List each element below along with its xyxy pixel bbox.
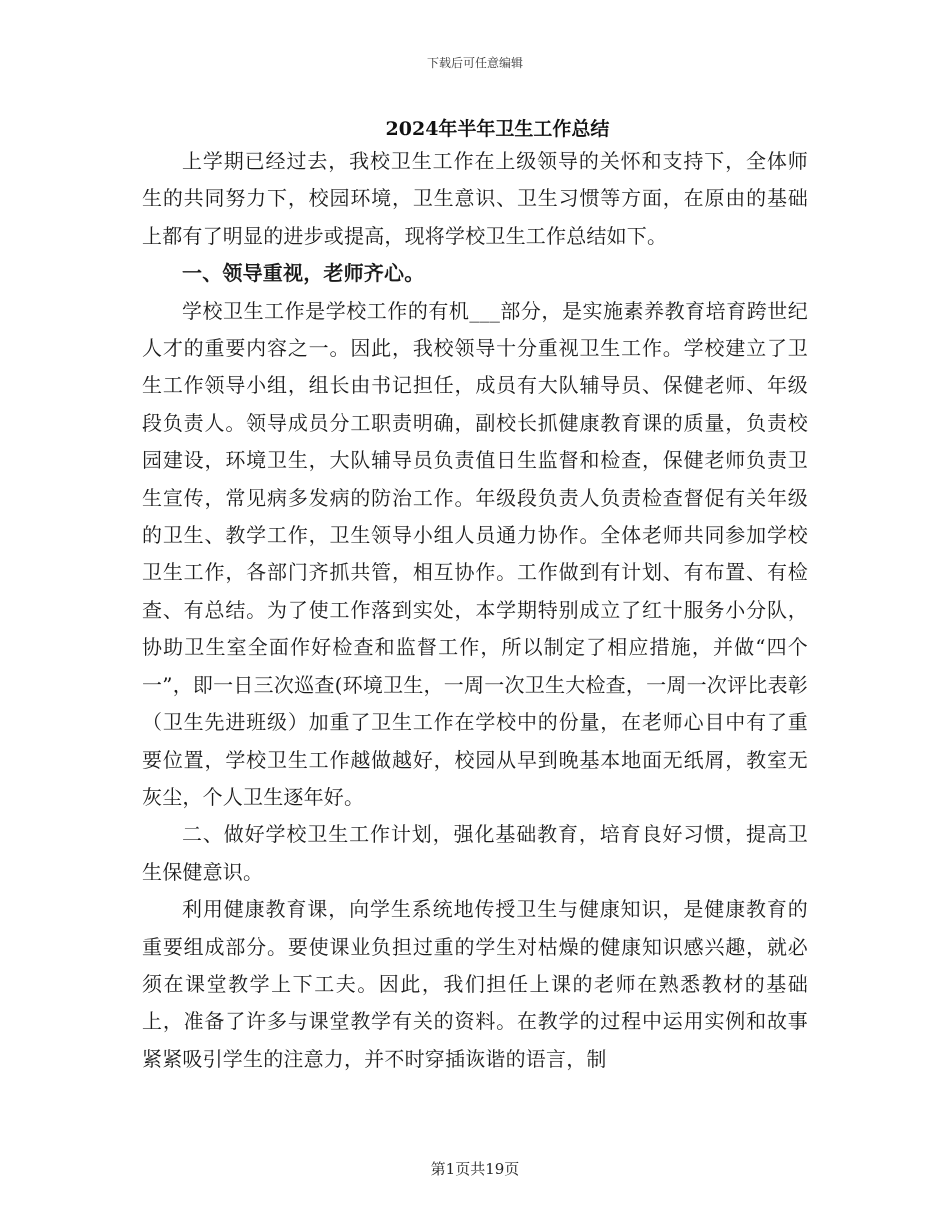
page-footer-number: 第1页共19页 bbox=[430, 1160, 520, 1178]
paragraph-leadership: 学校卫生工作是学校工作的有机___部分，是实施素养教育培育跨世纪人才的重要内容之一。因此，我校领导十分重视卫生工作。学校建立了卫生工作领导小组，组长由书记担任，成员有大队辅导员、保健老师、年级段负责人。领导成员分工职责明确，副校长抓健康教育课的质量，负责校园建设，环境卫生，大队辅导员负责值日生监督和检查，保健老师负责卫生宣传，常见病多发病的防治工作。年级段负责人负责检查督促有关年级的卫生、教学工作，卫生领导小组人员通力协作。全体老师共同参加学校卫生工作，各部门齐抓共管，相互协作。工作做到有计划、有布置、有检查、有总结。为了使工作落到实处，本学期特别成立了红十服务小分队，协助卫生室全面作好检查和监督工作，所以制定了相应措施，并做“四个一”，即一日三次巡查(环境卫生，一周一次卫生大检查，一周一次评比表彰（卫生先进班级）加重了卫生工作在学校中的份量，在老师心目中有了重要位置，学校卫生工作越做越好，校园从早到晚基本地面无纸屑，教室无灰尘，个人卫生逐年好。 bbox=[142, 298, 808, 809]
document-title: 2024年半年卫生工作总结 bbox=[385, 118, 610, 140]
document-body bbox=[142, 143, 808, 1078]
paragraph-intro: 上学期已经过去，我校卫生工作在上级领导的关怀和支持下，全体师生的共同努力下，校园环境，卫生意识、卫生习惯等方面，在原由的基础上都有了明显的进步或提高，现将学校卫生工作总结如下。 bbox=[142, 149, 808, 248]
section-heading-1: 一、领导重视，老师齐心。 bbox=[182, 261, 425, 286]
section-heading-2: 二、做好学校卫生工作计划，强化基础教育，培育良好习惯，提高卫生保健意识。 bbox=[142, 822, 808, 884]
page-header-note: 下载后可任意编辑 bbox=[426, 56, 523, 70]
paragraph-health-education: 利用健康教育课，向学生系统地传授卫生与健康知识，是健康教育的重要组成部分。要使课业负担过重的学生对枯燥的健康知识感兴趣，就必须在课堂教学上下工夫。因此，我们担任上课的老师在熟悉教材的基础上，准备了许多与课堂教学有关的资料。在教学的过程中运用实例和故事紧紧吸引学生的注意力，并不时穿插诙谐的语言，制 bbox=[142, 897, 808, 1071]
